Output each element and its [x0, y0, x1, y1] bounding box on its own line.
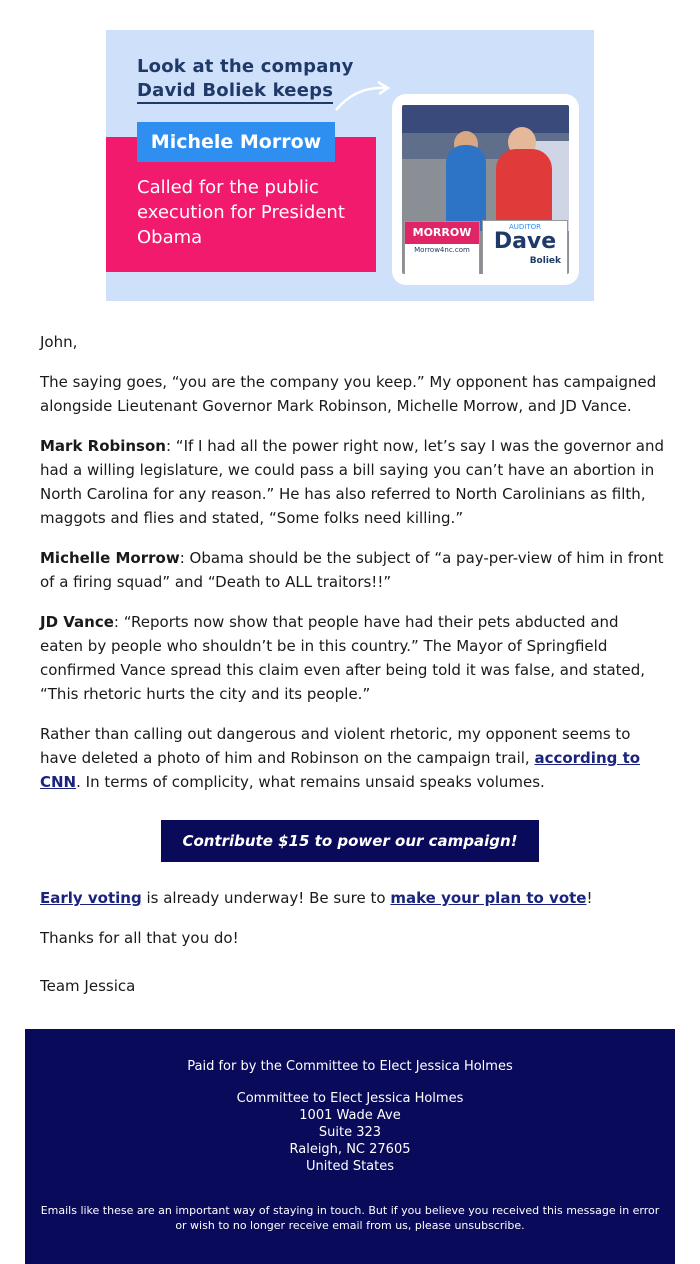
contribute-button[interactable]: Contribute $15 to power our campaign! [161, 820, 539, 862]
address-org: Committee to Elect Jessica Holmes [236, 1091, 464, 1106]
address-street: 1001 Wade Ave [299, 1108, 401, 1123]
paragraph-text: . In terms of complicity, what remains unsaid speaks volumes. [76, 773, 545, 791]
campaign-photo [402, 105, 569, 274]
curved-arrow-icon [334, 80, 394, 114]
paragraph-complicity [40, 722, 664, 794]
name-tag: Michele Morrow [137, 122, 335, 162]
banner-quote: Called for the public execution for President Obama [137, 177, 345, 248]
paragraph-vance [40, 610, 664, 706]
paragraph-early-voting [40, 886, 664, 910]
sign-subtext: Boliek [529, 256, 561, 266]
greeting: John, [40, 333, 78, 351]
early-voting-link[interactable]: Early voting [40, 889, 142, 907]
speaker-label: Michelle Morrow [40, 549, 180, 567]
header-banner-image [106, 30, 594, 301]
sign-subtext: Morrow4nc.com [414, 246, 470, 254]
sign-subtext: AUDITOR [508, 223, 542, 231]
paragraph-text: : “If I had all the power right now, let’s say I was the governor and had a willing legislature, we could pass a bill saying you can’t have an abortion in North Carolina for any reason.” He has also referred to North Carolinians as filth, maggots and flies and stated, “Some folks need killing.” [40, 437, 664, 527]
person-figure [446, 145, 486, 231]
mailing-address [25, 1090, 675, 1175]
speaker-label: Mark Robinson [40, 437, 166, 455]
campaign-sign-morrow [404, 221, 480, 274]
address-city: Raleigh, NC 27605 [289, 1142, 411, 1157]
email-body-closing [40, 886, 664, 966]
speaker-label: JD Vance [40, 613, 114, 631]
paragraph-text: : “Reports now show that people have had their pets abducted and eaten by people who shouldn’t be in this country.” The Mayor of Springfield confirmed Vance spread this claim even after being told it was false, and stated, “This rhetoric hurts the city and its people.” [40, 613, 646, 703]
unsubscribe-notice: Emails like these are an important way of staying in touch. But if you believe you received this message in error or wish to no longer receive email from us, please unsubscribe. [40, 1204, 660, 1232]
paragraph-text: Rather than calling out dangerous and violent rhetoric, my opponent seems to have deleted a photo of him and Robinson on the campaign trail, [40, 725, 631, 767]
campaign-sign-boliek [482, 220, 568, 274]
address-suite: Suite 323 [318, 1125, 382, 1140]
paragraph-text: ! [586, 889, 593, 907]
signoff: Team Jessica [40, 977, 136, 995]
paragraph-text: : Obama should be the subject of “a pay-per-view of him in front of a firing squad” and “Death to ALL traitors!!” [40, 549, 664, 591]
paid-for-disclaimer: Paid for by the Committee to Elect Jessica Holmes [187, 1059, 513, 1074]
banner-headline-line2: David Boliek keeps [137, 80, 333, 104]
paragraph-morrow [40, 546, 664, 594]
paragraph-intro: The saying goes, “you are the company you keep.” My opponent has campaigned alongside Lieutenant Governor Mark Robinson, Michelle Morrow, and JD Vance. [40, 373, 657, 415]
sign-text: Dave [493, 229, 557, 254]
email-body [40, 330, 664, 810]
paragraph-text: is already underway! Be sure to [141, 889, 391, 907]
footer [25, 1029, 675, 1264]
banner-headline-line1: Look at the company [137, 56, 354, 77]
paragraph-thanks: Thanks for all that you do! [40, 929, 239, 947]
address-country: United States [305, 1159, 395, 1174]
sign-text: MORROW [405, 222, 479, 244]
plan-to-vote-link[interactable]: make your plan to vote [390, 889, 587, 907]
photo-frame [392, 94, 579, 285]
paragraph-robinson [40, 434, 664, 530]
cnn-link[interactable]: according to CNN [40, 749, 641, 791]
